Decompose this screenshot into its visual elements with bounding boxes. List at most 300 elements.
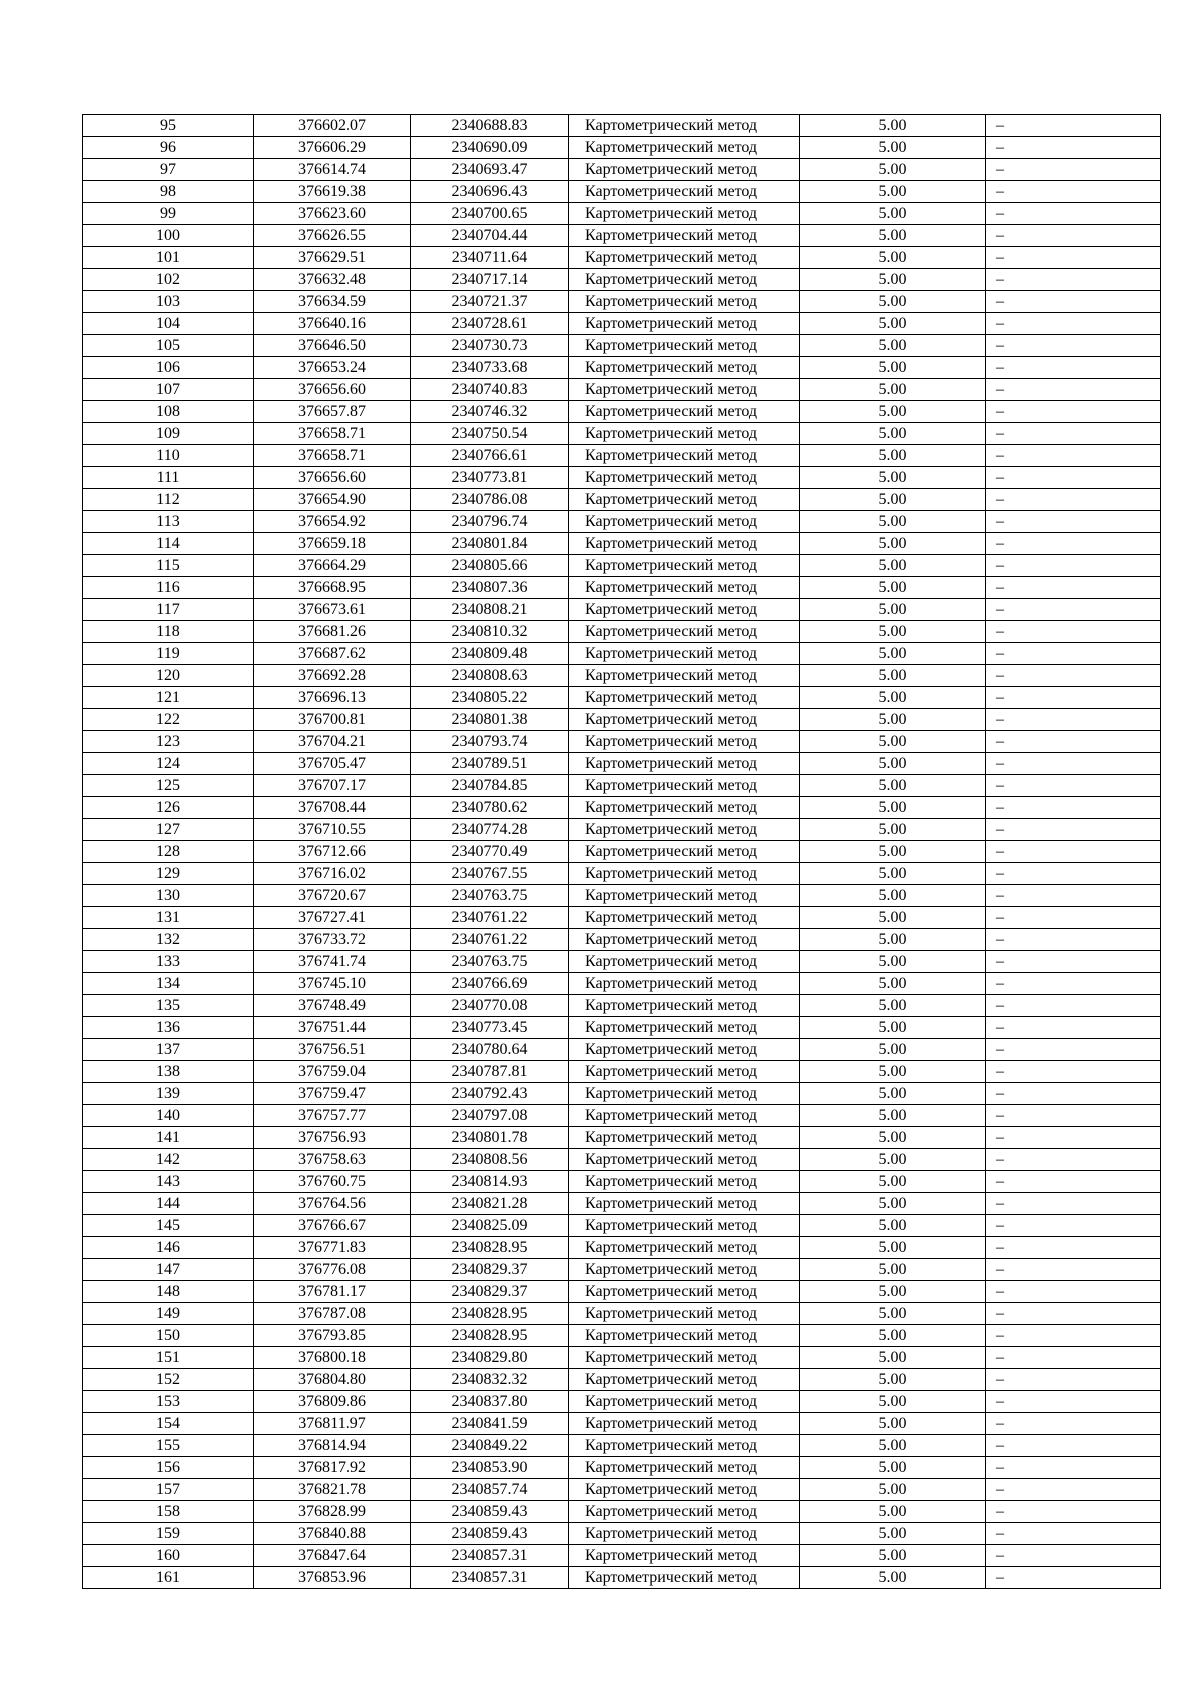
y-coordinate-cell: 2340801.78 bbox=[411, 1127, 569, 1149]
table-row bbox=[83, 1237, 1161, 1259]
y-coordinate-cell: 2340761.22 bbox=[411, 929, 569, 951]
point-number-cell: 112 bbox=[83, 489, 254, 511]
point-number-cell: 131 bbox=[83, 907, 254, 929]
method-cell: Картометрический метод bbox=[569, 1545, 800, 1567]
point-number-cell: 109 bbox=[83, 423, 254, 445]
point-number-cell: 126 bbox=[83, 797, 254, 819]
accuracy-cell: 5.00 bbox=[800, 159, 986, 181]
note-cell: – bbox=[986, 1391, 1161, 1413]
accuracy-cell: 5.00 bbox=[800, 1303, 986, 1325]
accuracy-cell: 5.00 bbox=[800, 951, 986, 973]
note-cell: – bbox=[986, 1303, 1161, 1325]
x-coordinate-cell: 376623.60 bbox=[254, 203, 411, 225]
x-coordinate-cell: 376720.67 bbox=[254, 885, 411, 907]
note-cell: – bbox=[986, 1017, 1161, 1039]
y-coordinate-cell: 2340784.85 bbox=[411, 775, 569, 797]
point-number-cell: 152 bbox=[83, 1369, 254, 1391]
y-coordinate-cell: 2340740.83 bbox=[411, 379, 569, 401]
note-cell: – bbox=[986, 1281, 1161, 1303]
point-number-cell: 134 bbox=[83, 973, 254, 995]
accuracy-cell: 5.00 bbox=[800, 1457, 986, 1479]
note-cell: – bbox=[986, 863, 1161, 885]
point-number-cell: 117 bbox=[83, 599, 254, 621]
point-number-cell: 127 bbox=[83, 819, 254, 841]
method-cell: Картометрический метод bbox=[569, 1369, 800, 1391]
method-cell: Картометрический метод bbox=[569, 885, 800, 907]
coordinates-table bbox=[82, 114, 1161, 1589]
method-cell: Картометрический метод bbox=[569, 731, 800, 753]
y-coordinate-cell: 2340770.08 bbox=[411, 995, 569, 1017]
x-coordinate-cell: 376821.78 bbox=[254, 1479, 411, 1501]
y-coordinate-cell: 2340810.32 bbox=[411, 621, 569, 643]
table-row bbox=[83, 665, 1161, 687]
note-cell: – bbox=[986, 159, 1161, 181]
table-row bbox=[83, 1017, 1161, 1039]
method-cell: Картометрический метод bbox=[569, 1479, 800, 1501]
point-number-cell: 149 bbox=[83, 1303, 254, 1325]
point-number-cell: 96 bbox=[83, 137, 254, 159]
accuracy-cell: 5.00 bbox=[800, 1413, 986, 1435]
note-cell: – bbox=[986, 423, 1161, 445]
method-cell: Картометрический метод bbox=[569, 445, 800, 467]
note-cell: – bbox=[986, 1105, 1161, 1127]
note-cell: – bbox=[986, 885, 1161, 907]
point-number-cell: 102 bbox=[83, 269, 254, 291]
table-row bbox=[83, 863, 1161, 885]
point-number-cell: 128 bbox=[83, 841, 254, 863]
point-number-cell: 158 bbox=[83, 1501, 254, 1523]
note-cell: – bbox=[986, 621, 1161, 643]
accuracy-cell: 5.00 bbox=[800, 841, 986, 863]
table-row bbox=[83, 1171, 1161, 1193]
method-cell: Картометрический метод bbox=[569, 709, 800, 731]
accuracy-cell: 5.00 bbox=[800, 1369, 986, 1391]
y-coordinate-cell: 2340828.95 bbox=[411, 1237, 569, 1259]
table-row bbox=[83, 555, 1161, 577]
x-coordinate-cell: 376814.94 bbox=[254, 1435, 411, 1457]
table-row bbox=[83, 1369, 1161, 1391]
note-cell: – bbox=[986, 951, 1161, 973]
table-row bbox=[83, 489, 1161, 511]
method-cell: Картометрический метод bbox=[569, 1501, 800, 1523]
accuracy-cell: 5.00 bbox=[800, 555, 986, 577]
table-row bbox=[83, 819, 1161, 841]
x-coordinate-cell: 376751.44 bbox=[254, 1017, 411, 1039]
note-cell: – bbox=[986, 357, 1161, 379]
y-coordinate-cell: 2340857.31 bbox=[411, 1545, 569, 1567]
table-row bbox=[83, 995, 1161, 1017]
table-row bbox=[83, 1435, 1161, 1457]
note-cell: – bbox=[986, 1501, 1161, 1523]
method-cell: Картометрический метод bbox=[569, 1193, 800, 1215]
note-cell: – bbox=[986, 687, 1161, 709]
point-number-cell: 105 bbox=[83, 335, 254, 357]
table-row bbox=[83, 1083, 1161, 1105]
x-coordinate-cell: 376727.41 bbox=[254, 907, 411, 929]
y-coordinate-cell: 2340814.93 bbox=[411, 1171, 569, 1193]
x-coordinate-cell: 376654.90 bbox=[254, 489, 411, 511]
y-coordinate-cell: 2340809.48 bbox=[411, 643, 569, 665]
point-number-cell: 139 bbox=[83, 1083, 254, 1105]
table-row bbox=[83, 753, 1161, 775]
y-coordinate-cell: 2340704.44 bbox=[411, 225, 569, 247]
note-cell: – bbox=[986, 401, 1161, 423]
point-number-cell: 116 bbox=[83, 577, 254, 599]
method-cell: Картометрический метод bbox=[569, 533, 800, 555]
note-cell: – bbox=[986, 1347, 1161, 1369]
x-coordinate-cell: 376716.02 bbox=[254, 863, 411, 885]
accuracy-cell: 5.00 bbox=[800, 181, 986, 203]
method-cell: Картометрический метод bbox=[569, 115, 800, 137]
y-coordinate-cell: 2340773.45 bbox=[411, 1017, 569, 1039]
accuracy-cell: 5.00 bbox=[800, 973, 986, 995]
table-row bbox=[83, 335, 1161, 357]
method-cell: Картометрический метод bbox=[569, 797, 800, 819]
point-number-cell: 106 bbox=[83, 357, 254, 379]
y-coordinate-cell: 2340857.74 bbox=[411, 1479, 569, 1501]
x-coordinate-cell: 376704.21 bbox=[254, 731, 411, 753]
point-number-cell: 101 bbox=[83, 247, 254, 269]
method-cell: Картометрический метод bbox=[569, 137, 800, 159]
accuracy-cell: 5.00 bbox=[800, 1523, 986, 1545]
point-number-cell: 133 bbox=[83, 951, 254, 973]
method-cell: Картометрический метод bbox=[569, 1259, 800, 1281]
point-number-cell: 146 bbox=[83, 1237, 254, 1259]
method-cell: Картометрический метод bbox=[569, 687, 800, 709]
x-coordinate-cell: 376626.55 bbox=[254, 225, 411, 247]
x-coordinate-cell: 376606.29 bbox=[254, 137, 411, 159]
x-coordinate-cell: 376614.74 bbox=[254, 159, 411, 181]
method-cell: Картометрический метод bbox=[569, 1061, 800, 1083]
table-row bbox=[83, 1193, 1161, 1215]
point-number-cell: 160 bbox=[83, 1545, 254, 1567]
method-cell: Картометрический метод bbox=[569, 1083, 800, 1105]
document-page bbox=[82, 114, 1160, 1589]
method-cell: Картометрический метод bbox=[569, 599, 800, 621]
method-cell: Картометрический метод bbox=[569, 1171, 800, 1193]
point-number-cell: 142 bbox=[83, 1149, 254, 1171]
x-coordinate-cell: 376804.80 bbox=[254, 1369, 411, 1391]
point-number-cell: 153 bbox=[83, 1391, 254, 1413]
note-cell: – bbox=[986, 1369, 1161, 1391]
y-coordinate-cell: 2340837.80 bbox=[411, 1391, 569, 1413]
x-coordinate-cell: 376659.18 bbox=[254, 533, 411, 555]
y-coordinate-cell: 2340808.21 bbox=[411, 599, 569, 621]
point-number-cell: 111 bbox=[83, 467, 254, 489]
method-cell: Картометрический метод bbox=[569, 1237, 800, 1259]
method-cell: Картометрический метод bbox=[569, 907, 800, 929]
note-cell: – bbox=[986, 797, 1161, 819]
table-row bbox=[83, 137, 1161, 159]
point-number-cell: 135 bbox=[83, 995, 254, 1017]
table-row bbox=[83, 423, 1161, 445]
y-coordinate-cell: 2340801.84 bbox=[411, 533, 569, 555]
accuracy-cell: 5.00 bbox=[800, 1105, 986, 1127]
note-cell: – bbox=[986, 335, 1161, 357]
note-cell: – bbox=[986, 1061, 1161, 1083]
method-cell: Картометрический метод bbox=[569, 1325, 800, 1347]
table-row bbox=[83, 247, 1161, 269]
note-cell: – bbox=[986, 1039, 1161, 1061]
y-coordinate-cell: 2340688.83 bbox=[411, 115, 569, 137]
x-coordinate-cell: 376664.29 bbox=[254, 555, 411, 577]
x-coordinate-cell: 376741.74 bbox=[254, 951, 411, 973]
accuracy-cell: 5.00 bbox=[800, 797, 986, 819]
point-number-cell: 115 bbox=[83, 555, 254, 577]
point-number-cell: 159 bbox=[83, 1523, 254, 1545]
method-cell: Картометрический метод bbox=[569, 291, 800, 313]
table-row bbox=[83, 973, 1161, 995]
table-row bbox=[83, 1545, 1161, 1567]
note-cell: – bbox=[986, 225, 1161, 247]
method-cell: Картометрический метод bbox=[569, 401, 800, 423]
accuracy-cell: 5.00 bbox=[800, 335, 986, 357]
method-cell: Картометрический метод bbox=[569, 819, 800, 841]
point-number-cell: 145 bbox=[83, 1215, 254, 1237]
point-number-cell: 137 bbox=[83, 1039, 254, 1061]
x-coordinate-cell: 376757.77 bbox=[254, 1105, 411, 1127]
method-cell: Картометрический метод bbox=[569, 467, 800, 489]
point-number-cell: 140 bbox=[83, 1105, 254, 1127]
table-row bbox=[83, 533, 1161, 555]
note-cell: – bbox=[986, 841, 1161, 863]
accuracy-cell: 5.00 bbox=[800, 1017, 986, 1039]
table-row bbox=[83, 1061, 1161, 1083]
point-number-cell: 122 bbox=[83, 709, 254, 731]
table-row bbox=[83, 577, 1161, 599]
accuracy-cell: 5.00 bbox=[800, 1039, 986, 1061]
x-coordinate-cell: 376811.97 bbox=[254, 1413, 411, 1435]
table-row bbox=[83, 709, 1161, 731]
table-row bbox=[83, 291, 1161, 313]
accuracy-cell: 5.00 bbox=[800, 203, 986, 225]
table-row bbox=[83, 181, 1161, 203]
accuracy-cell: 5.00 bbox=[800, 885, 986, 907]
y-coordinate-cell: 2340853.90 bbox=[411, 1457, 569, 1479]
x-coordinate-cell: 376840.88 bbox=[254, 1523, 411, 1545]
method-cell: Картометрический метод bbox=[569, 1039, 800, 1061]
y-coordinate-cell: 2340787.81 bbox=[411, 1061, 569, 1083]
x-coordinate-cell: 376712.66 bbox=[254, 841, 411, 863]
note-cell: – bbox=[986, 1259, 1161, 1281]
note-cell: – bbox=[986, 819, 1161, 841]
method-cell: Картометрический метод bbox=[569, 863, 800, 885]
accuracy-cell: 5.00 bbox=[800, 401, 986, 423]
note-cell: – bbox=[986, 1215, 1161, 1237]
method-cell: Картометрический метод bbox=[569, 159, 800, 181]
table-row bbox=[83, 1567, 1161, 1589]
method-cell: Картометрический метод bbox=[569, 1523, 800, 1545]
note-cell: – bbox=[986, 1127, 1161, 1149]
method-cell: Картометрический метод bbox=[569, 225, 800, 247]
note-cell: – bbox=[986, 1435, 1161, 1457]
method-cell: Картометрический метод bbox=[569, 269, 800, 291]
note-cell: – bbox=[986, 137, 1161, 159]
method-cell: Картометрический метод bbox=[569, 1457, 800, 1479]
table-row bbox=[83, 687, 1161, 709]
accuracy-cell: 5.00 bbox=[800, 291, 986, 313]
y-coordinate-cell: 2340786.08 bbox=[411, 489, 569, 511]
note-cell: – bbox=[986, 1325, 1161, 1347]
y-coordinate-cell: 2340774.28 bbox=[411, 819, 569, 841]
table-row bbox=[83, 1391, 1161, 1413]
note-cell: – bbox=[986, 247, 1161, 269]
table-row bbox=[83, 467, 1161, 489]
accuracy-cell: 5.00 bbox=[800, 247, 986, 269]
y-coordinate-cell: 2340808.63 bbox=[411, 665, 569, 687]
point-number-cell: 100 bbox=[83, 225, 254, 247]
y-coordinate-cell: 2340763.75 bbox=[411, 951, 569, 973]
x-coordinate-cell: 376692.28 bbox=[254, 665, 411, 687]
accuracy-cell: 5.00 bbox=[800, 1479, 986, 1501]
table-row bbox=[83, 1501, 1161, 1523]
y-coordinate-cell: 2340849.22 bbox=[411, 1435, 569, 1457]
x-coordinate-cell: 376771.83 bbox=[254, 1237, 411, 1259]
y-coordinate-cell: 2340770.49 bbox=[411, 841, 569, 863]
table-row bbox=[83, 775, 1161, 797]
note-cell: – bbox=[986, 1567, 1161, 1589]
method-cell: Картометрический метод bbox=[569, 335, 800, 357]
accuracy-cell: 5.00 bbox=[800, 709, 986, 731]
y-coordinate-cell: 2340763.75 bbox=[411, 885, 569, 907]
point-number-cell: 132 bbox=[83, 929, 254, 951]
method-cell: Картометрический метод bbox=[569, 1303, 800, 1325]
x-coordinate-cell: 376696.13 bbox=[254, 687, 411, 709]
table-row bbox=[83, 1127, 1161, 1149]
table-row bbox=[83, 1259, 1161, 1281]
point-number-cell: 110 bbox=[83, 445, 254, 467]
y-coordinate-cell: 2340721.37 bbox=[411, 291, 569, 313]
x-coordinate-cell: 376668.95 bbox=[254, 577, 411, 599]
table-row bbox=[83, 269, 1161, 291]
point-number-cell: 130 bbox=[83, 885, 254, 907]
x-coordinate-cell: 376687.62 bbox=[254, 643, 411, 665]
y-coordinate-cell: 2340728.61 bbox=[411, 313, 569, 335]
note-cell: – bbox=[986, 203, 1161, 225]
table-row bbox=[83, 1457, 1161, 1479]
table-row bbox=[83, 1413, 1161, 1435]
accuracy-cell: 5.00 bbox=[800, 1281, 986, 1303]
table-row bbox=[83, 951, 1161, 973]
method-cell: Картометрический метод bbox=[569, 1391, 800, 1413]
point-number-cell: 150 bbox=[83, 1325, 254, 1347]
y-coordinate-cell: 2340805.22 bbox=[411, 687, 569, 709]
accuracy-cell: 5.00 bbox=[800, 1237, 986, 1259]
note-cell: – bbox=[986, 555, 1161, 577]
point-number-cell: 143 bbox=[83, 1171, 254, 1193]
point-number-cell: 120 bbox=[83, 665, 254, 687]
accuracy-cell: 5.00 bbox=[800, 357, 986, 379]
note-cell: – bbox=[986, 1413, 1161, 1435]
accuracy-cell: 5.00 bbox=[800, 1149, 986, 1171]
x-coordinate-cell: 376764.56 bbox=[254, 1193, 411, 1215]
point-number-cell: 125 bbox=[83, 775, 254, 797]
method-cell: Картометрический метод bbox=[569, 753, 800, 775]
x-coordinate-cell: 376656.60 bbox=[254, 379, 411, 401]
table-row bbox=[83, 907, 1161, 929]
x-coordinate-cell: 376640.16 bbox=[254, 313, 411, 335]
x-coordinate-cell: 376681.26 bbox=[254, 621, 411, 643]
x-coordinate-cell: 376700.81 bbox=[254, 709, 411, 731]
method-cell: Картометрический метод bbox=[569, 203, 800, 225]
method-cell: Картометрический метод bbox=[569, 995, 800, 1017]
y-coordinate-cell: 2340696.43 bbox=[411, 181, 569, 203]
x-coordinate-cell: 376707.17 bbox=[254, 775, 411, 797]
table-row bbox=[83, 225, 1161, 247]
note-cell: – bbox=[986, 1237, 1161, 1259]
note-cell: – bbox=[986, 599, 1161, 621]
y-coordinate-cell: 2340808.56 bbox=[411, 1149, 569, 1171]
point-number-cell: 151 bbox=[83, 1347, 254, 1369]
y-coordinate-cell: 2340859.43 bbox=[411, 1501, 569, 1523]
point-number-cell: 157 bbox=[83, 1479, 254, 1501]
point-number-cell: 98 bbox=[83, 181, 254, 203]
accuracy-cell: 5.00 bbox=[800, 1545, 986, 1567]
accuracy-cell: 5.00 bbox=[800, 1061, 986, 1083]
table-row bbox=[83, 1325, 1161, 1347]
y-coordinate-cell: 2340828.95 bbox=[411, 1325, 569, 1347]
accuracy-cell: 5.00 bbox=[800, 1171, 986, 1193]
note-cell: – bbox=[986, 665, 1161, 687]
point-number-cell: 95 bbox=[83, 115, 254, 137]
x-coordinate-cell: 376673.61 bbox=[254, 599, 411, 621]
method-cell: Картометрический метод bbox=[569, 489, 800, 511]
x-coordinate-cell: 376766.67 bbox=[254, 1215, 411, 1237]
y-coordinate-cell: 2340796.74 bbox=[411, 511, 569, 533]
note-cell: – bbox=[986, 775, 1161, 797]
point-number-cell: 124 bbox=[83, 753, 254, 775]
accuracy-cell: 5.00 bbox=[800, 137, 986, 159]
y-coordinate-cell: 2340859.43 bbox=[411, 1523, 569, 1545]
accuracy-cell: 5.00 bbox=[800, 511, 986, 533]
accuracy-cell: 5.00 bbox=[800, 467, 986, 489]
table-row bbox=[83, 1523, 1161, 1545]
method-cell: Картометрический метод bbox=[569, 1215, 800, 1237]
accuracy-cell: 5.00 bbox=[800, 995, 986, 1017]
accuracy-cell: 5.00 bbox=[800, 379, 986, 401]
y-coordinate-cell: 2340792.43 bbox=[411, 1083, 569, 1105]
accuracy-cell: 5.00 bbox=[800, 445, 986, 467]
x-coordinate-cell: 376653.24 bbox=[254, 357, 411, 379]
y-coordinate-cell: 2340789.51 bbox=[411, 753, 569, 775]
note-cell: – bbox=[986, 577, 1161, 599]
y-coordinate-cell: 2340717.14 bbox=[411, 269, 569, 291]
table-row bbox=[83, 159, 1161, 181]
note-cell: – bbox=[986, 445, 1161, 467]
note-cell: – bbox=[986, 379, 1161, 401]
note-cell: – bbox=[986, 643, 1161, 665]
table-row bbox=[83, 115, 1161, 137]
table-row bbox=[83, 203, 1161, 225]
x-coordinate-cell: 376657.87 bbox=[254, 401, 411, 423]
table-body bbox=[83, 115, 1161, 1589]
accuracy-cell: 5.00 bbox=[800, 1127, 986, 1149]
method-cell: Картометрический метод bbox=[569, 247, 800, 269]
method-cell: Картометрический метод bbox=[569, 577, 800, 599]
y-coordinate-cell: 2340805.66 bbox=[411, 555, 569, 577]
method-cell: Картометрический метод bbox=[569, 1413, 800, 1435]
accuracy-cell: 5.00 bbox=[800, 819, 986, 841]
point-number-cell: 113 bbox=[83, 511, 254, 533]
table-row bbox=[83, 379, 1161, 401]
y-coordinate-cell: 2340829.37 bbox=[411, 1259, 569, 1281]
table-row bbox=[83, 401, 1161, 423]
point-number-cell: 121 bbox=[83, 687, 254, 709]
accuracy-cell: 5.00 bbox=[800, 1215, 986, 1237]
accuracy-cell: 5.00 bbox=[800, 1347, 986, 1369]
method-cell: Картометрический метод bbox=[569, 555, 800, 577]
method-cell: Картометрический метод bbox=[569, 665, 800, 687]
